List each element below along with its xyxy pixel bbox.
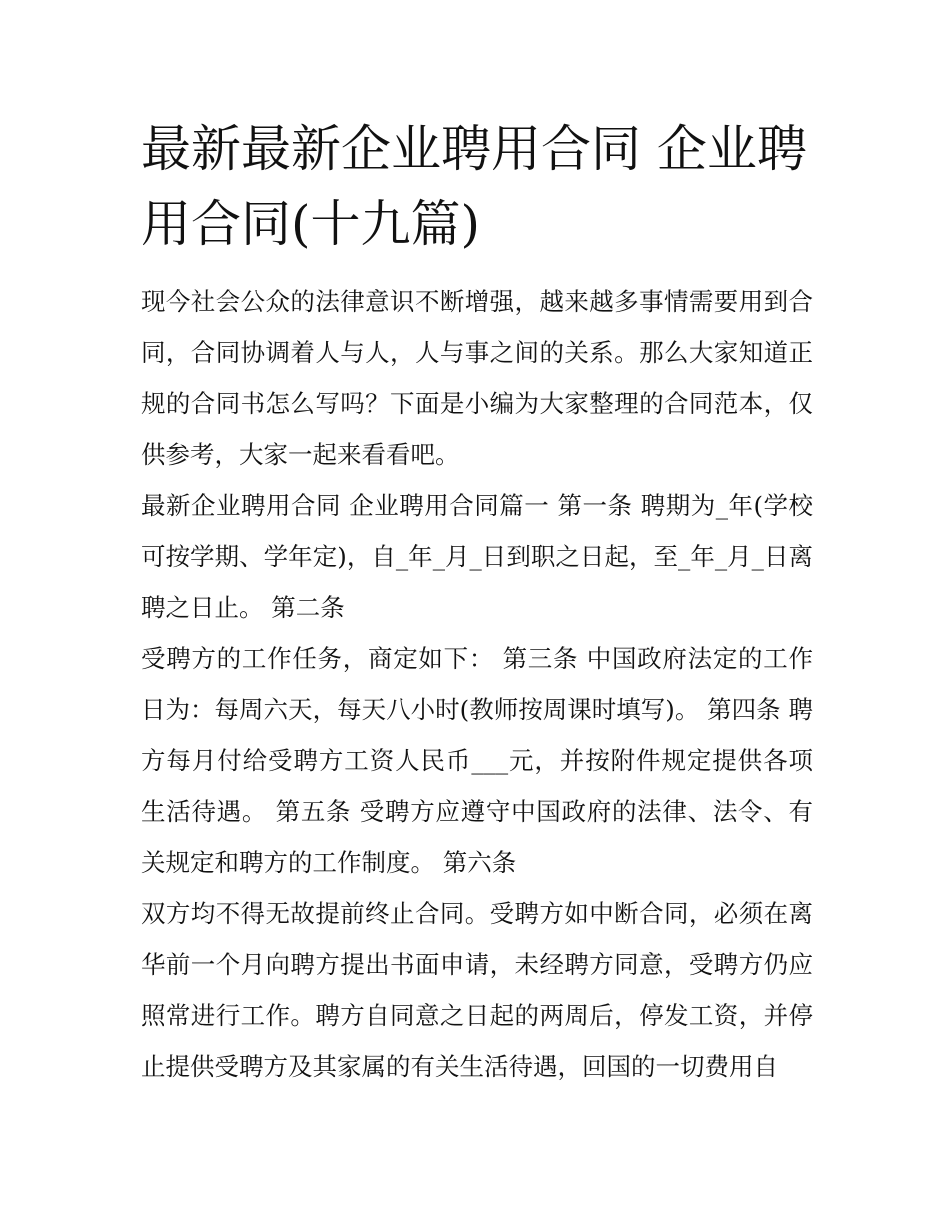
intro-paragraph: 现今社会公众的法律意识不断增强，越来越多事情需要用到合同，合同协调着人与人，人与事之间的关系。那么大家知道正规的合同书怎么写吗？下面是小编为大家整理的合同范本，仅供参考，大家一起来看看吧。 <box>141 287 813 469</box>
articles-2-6-paragraph: 受聘方的工作任务，商定如下： 第三条 中国政府法定的工作日为：每周六天，每天八小时(教师按周课时填写)。 第四条 聘方每月付给受聘方工资人民币___元，并按附件规定提供各项生活待遇。 第五条 受聘方应遵守中国政府的法律、法令、有关规定和聘方的工作制度。 第六条 <box>141 644 813 877</box>
document-body <box>141 112 813 1092</box>
article-1-paragraph: 最新企业聘用合同 企业聘用合同篇一 第一条 聘期为_年(学校可按学期、学年定)，自_年_月_日到职之日起，至_年_月_日离聘之日止。 第二条 <box>141 491 813 622</box>
termination-paragraph: 双方均不得无故提前终止合同。受聘方如中断合同，必须在离华前一个月向聘方提出书面申请，未经聘方同意，受聘方仍应照常进行工作。聘方自同意之日起的两周后，停发工资，并停止提供受聘方及其家属的有关生活待遇，回国的一切费用自 <box>141 899 813 1081</box>
document-title: 最新最新企业聘用合同 企业聘用合同(十九篇) <box>141 120 807 253</box>
